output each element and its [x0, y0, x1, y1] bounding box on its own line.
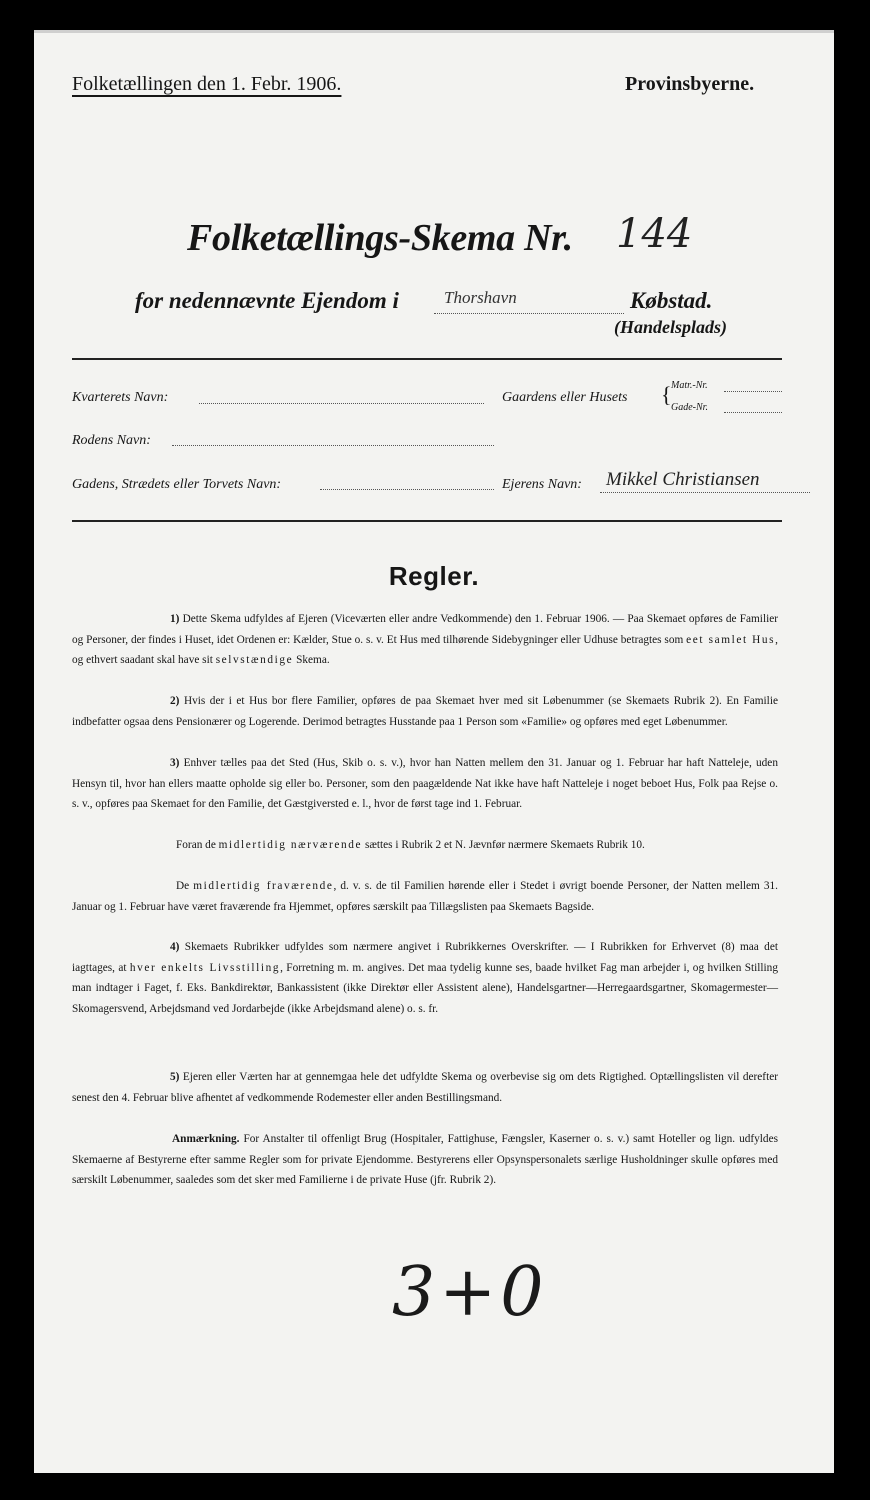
street-name-label: Gadens, Strædets eller Torvets Navn:	[72, 477, 282, 492]
matr-nr-field[interactable]	[724, 391, 782, 392]
owner-name-label: Ejerens Navn:	[502, 477, 582, 492]
rule-3-number: 3)	[170, 757, 184, 769]
divider-bottom	[72, 520, 782, 522]
rule-2-text: Hvis der i et Hus bor flere Familier, opføres de paa Skemaet hver med sit Løbenummer (se Skemaets Rubrik 2). En Familie indbefatter ogsaa dens Pensionærer og Logerende. Derimod betragtes Husstande paa 1 Person som «Familie» og opføres med eget Løbenummer.	[72, 695, 778, 728]
rule-3b-text-b: sættes i Rubrik 2 et N. Jævnfør nærmere Skemaets Rubrik 10.	[362, 839, 645, 851]
rules-heading: Regler.	[388, 561, 480, 591]
street-name-field[interactable]	[320, 489, 494, 490]
district-name-field[interactable]	[172, 445, 494, 446]
rule-1-emphasis-a: eet samlet Hus	[686, 633, 776, 646]
rule-1	[72, 609, 778, 671]
rule-5	[72, 1067, 778, 1108]
rule-3c-emphasis: midlertidig fraværende	[193, 880, 334, 892]
house-label: Gaardens eller Husets	[502, 390, 628, 405]
rule-4-number: 4)	[170, 941, 185, 953]
matr-nr-label: Matr.-Nr.	[671, 380, 708, 391]
rule-1-emphasis-b: selvstændige	[215, 654, 294, 667]
census-form-page	[34, 30, 834, 1473]
quarter-name-label: Kvarterets Navn:	[72, 390, 169, 405]
rule-3c	[72, 876, 778, 917]
owner-name-handwritten: Mikkel Christiansen	[606, 469, 760, 490]
form-title: Folketællings-Skema Nr.	[187, 217, 573, 259]
rule-2	[72, 691, 778, 732]
divider-top	[72, 358, 782, 360]
quarter-name-field[interactable]	[199, 403, 484, 404]
rule-4-text-b: , Forretning m. m. angives. Det maa tydelig kunne ses, baade hvilket Fag man arbejder i, og hvilken Stilling man indtager i Faget, f. Eks. Bankdirektør, Bankassistent (ikke Direktør eller Assistent alene), Handelsgartner—Herregaardsgartner, Skomagermester—Skomagersvend, Arbejdsmand ved Jordarbejde (ikke Arbejdsmand alene) o. s. fr.	[72, 961, 778, 1015]
rule-1-number: 1)	[170, 613, 183, 625]
rule-3b-text-a: Foran de	[176, 839, 219, 851]
gade-nr-field[interactable]	[724, 412, 782, 413]
remark-text: For Anstalter til offenligt Brug (Hospitaler, Fattighuse, Fængsler, Kaserner o. s. v.) samt Hoteller og lign. udfyldes Skemaerne af Bestyrerne efter samme Regler som for private Ejendomme. Bestyrerens eller Opsynspersonalets særlige Husholdninger skulle opføres med særskilt Løbenummer, saaledes som det sker med Familierne i de private Huse (jfr. Rubrik 2).	[72, 1133, 778, 1187]
handwritten-tally: 3+0	[392, 1253, 548, 1332]
rule-3b-emphasis: midlertidig nærværende	[218, 839, 363, 851]
rule-1-text-b: , og ethvert saadant skal have sit	[72, 633, 778, 667]
gade-nr-label: Gade-Nr.	[671, 402, 708, 413]
header-region: Provinsbyerne.	[625, 73, 755, 95]
remark	[72, 1129, 778, 1191]
rule-5-text: Ejeren eller Værten har at gennemgaa hele det udfyldte Skema og overbevise sig om dets Rigtighed. Optællingslisten vil derefter senest den 4. Februar blive afhentet af vedkommende Rodemester eller anden Bestillingsmand.	[72, 1071, 778, 1104]
rule-4	[72, 937, 778, 1019]
rule-3	[72, 753, 778, 815]
rule-3c-text-a: De	[176, 880, 194, 892]
rule-4-emphasis: hver enkelts Livsstilling	[129, 961, 281, 974]
town-underline	[434, 313, 624, 314]
rule-5-number: 5)	[170, 1071, 183, 1083]
property-line-label: for nedennævnte Ejendom i	[135, 288, 399, 313]
rule-1-text: Dette Skema udfyldes af Ejeren (Viceværten eller andre Vedkommende) den 1. Februar 1906. — Paa Skemaet opføres de Familier og Personer, der findes i Huset, idet Ordenen er: Kælder, Stue o. s. v. Et Hus med tilhørende Sidebygninger eller Udhuse betragtes som	[72, 613, 778, 646]
rule-3b	[72, 835, 778, 856]
rule-2-number: 2)	[170, 695, 184, 707]
form-number-handwritten: 144	[616, 211, 693, 257]
town-handwritten: Thorshavn	[444, 288, 517, 307]
owner-name-field[interactable]	[600, 492, 810, 493]
town-type-label: Købstad.	[630, 288, 713, 313]
town-type-alt-label: (Handelsplads)	[614, 317, 728, 337]
brace-icon: {	[661, 382, 672, 407]
rule-4-text-a: Skemaets Rubrikker udfyldes som nærmere angivet i Rubrikkernes Overskrifter. — I Rubrikken for Erhvervet (8) maa det iagttages, at	[72, 941, 778, 974]
rule-3-text: Enhver tælles paa det Sted (Hus, Skib o. s. v.), hvor han Natten mellem den 31. Januar og 1. Februar har haft Natteleje, uden Hensyn til, hvor han ellers maatte opholde sig eller bo. Personer, som den paagældende Nat ikke have haft Natteleje i noget beboet Hus, Folk paa Rejse o. s. v., opføres paa Skemaet for den Familie, det Gæstgiversted e. l., hvor de først tage ind 1. Februar.	[72, 757, 778, 811]
header-census-date: Folketællingen den 1. Febr. 1906.	[72, 73, 342, 95]
rule-1-text-c: Skema.	[293, 654, 330, 667]
remark-label: Anmærkning.	[172, 1133, 240, 1145]
district-name-label: Rodens Navn:	[72, 433, 151, 448]
rule-3c-text-b: , d. v. s. de til Familien hørende eller i Stedet i øvrigt boende Personer, der Natten mellem 31. Januar og 1. Februar have været fraværende fra Hjemmet, opføres særskilt paa Tillægslisten paa Skemaets Bagside.	[72, 880, 778, 913]
